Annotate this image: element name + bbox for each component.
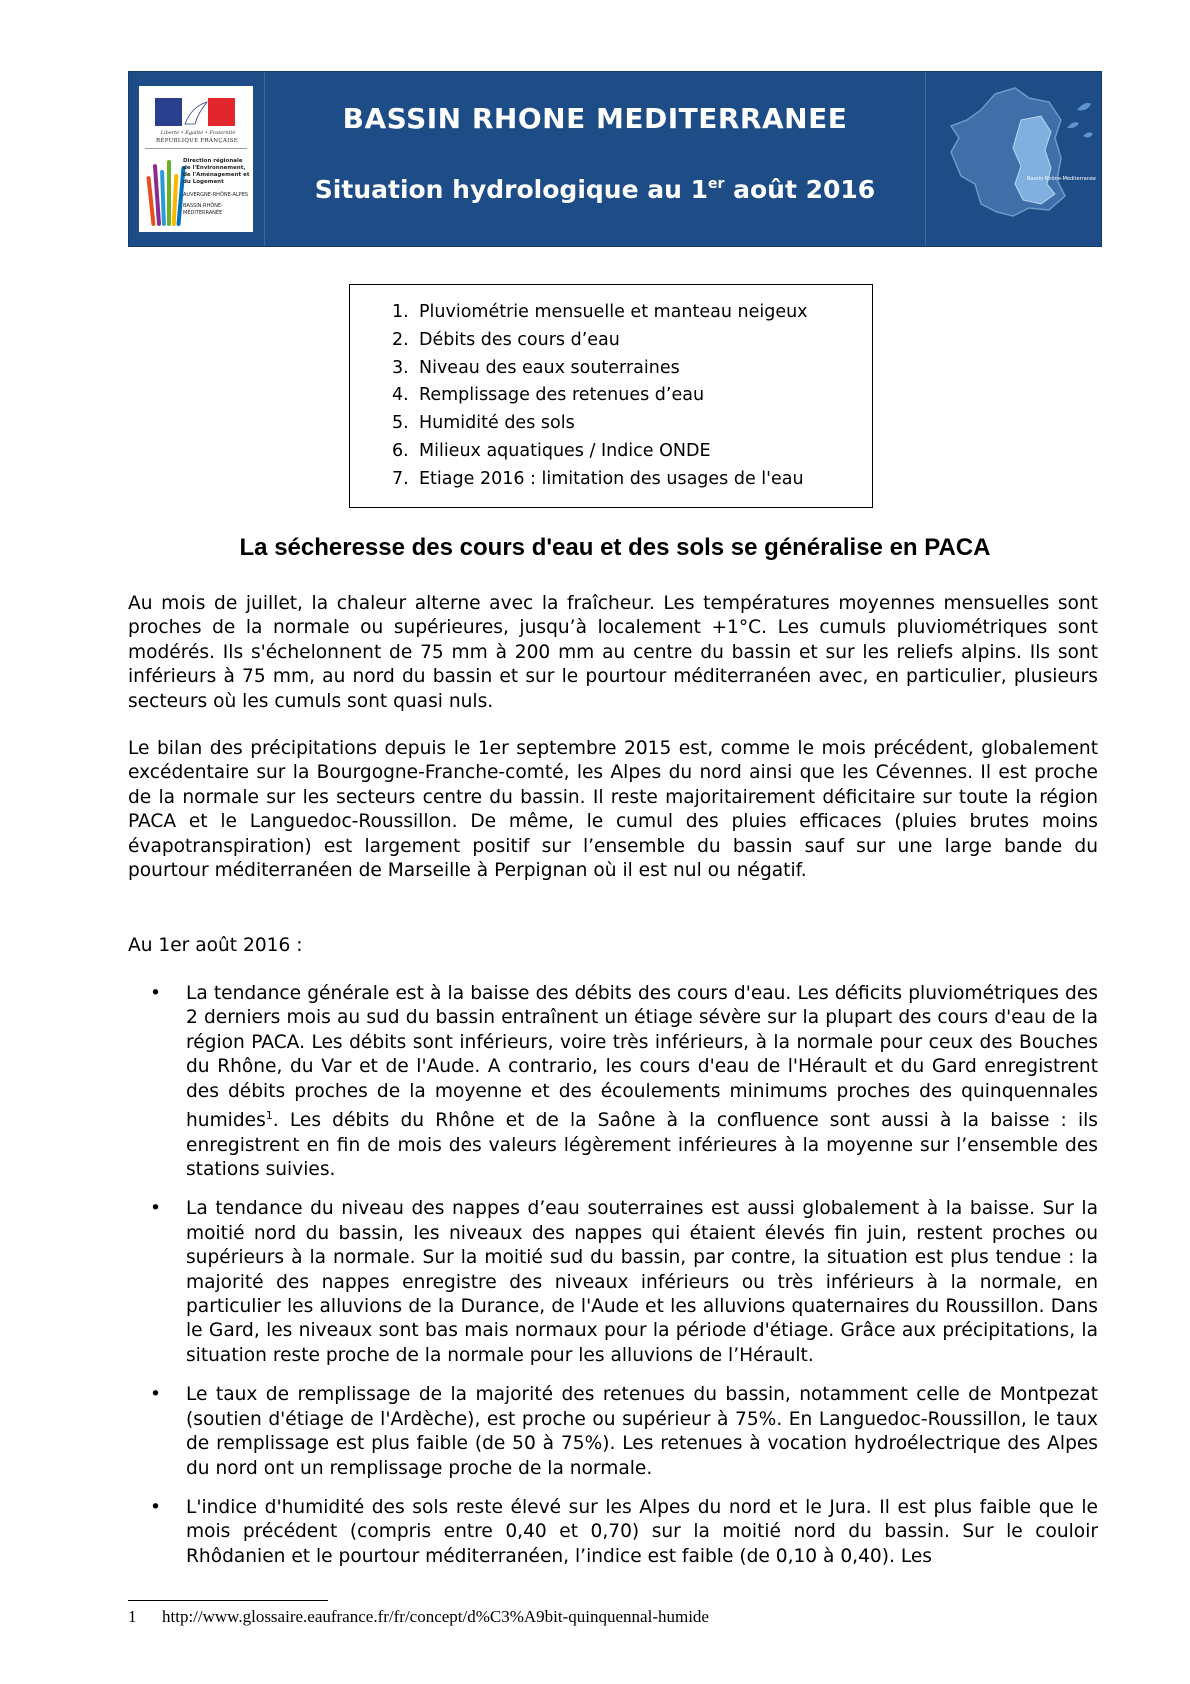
footnote: 1 http://www.glossaire.eaufrance.fr/fr/concept/d%C3%A9bit-quinquennal-humide [128,1607,709,1626]
page-headline: La sécheresse des cours d'eau et des sols se généralise en PACA [239,534,991,561]
dreal-text: Direction régionale de l'Environnement, de l'Aménagement et du Logement AUVERGNE-RHÔNE-ALPES BASSIN RHÔNE-MÉDITERRANÉE [183,158,250,216]
marianne-flag-icon [155,98,235,126]
footnote-link[interactable]: http://www.glossaire.eaufrance.fr/fr/concept/d%C3%A9bit-quinquennal-humide [162,1607,709,1626]
situation-bullet-list [128,982,1098,1584]
bullet-soil-moisture: • L'indice d'humidité des sols reste élevé sur les Alpes du nord et le Jura. Il est plus faible que le mois précédent (compris entre 0,40 et 0,70) sur la moitié nord du bassin. Sur le couloir Rhôdanien et le pourtour méditerranéen, l’indice est faible (de 0,10 à 0,40). Les [150,1496,1098,1567]
header-banner [128,71,1102,247]
footnote-ref: 1 [265,1109,273,1123]
paragraph-precipitation: Le bilan des précipitations depuis le 1er septembre 2015 est, comme le mois précédent, globalement excédentaire sur la Bourgogne-Franche-comté, les Alpes du nord ainsi que les Cévennes. Il est proche de la normale sur les secteurs centre du bassin. Il reste majoritairement déficitaire sur toute la région PACA et le Languedoc-Roussillon. De même, le cumul des pluies efficaces (pluies brutes moins évapotranspiration) est largement positif sur l’ensemble du bassin sauf sur une large bande du pourtour méditerranéen de Marseille à Perpignan où il est nul ou négatif. [128,738,1098,882]
toc-item: 2. Débits des cours d’eau [392,329,620,350]
dreal-stripes-icon [147,156,187,226]
map-label: Bassin Rhône-Méditerranée [1027,176,1097,182]
logo-republique: RÉPUBLIQUE FRANÇAISE [155,138,239,144]
logo-motto: Liberté • Égalité • Fraternité [160,130,236,136]
france-map-icon [937,80,1097,240]
bullet-groundwater: • La tendance du niveau des nappes d’eau souterraines est aussi globalement à la baisse. Sur la moitié nord du bassin, les niveaux des nappes qui étaient élevés fin juin, restent proches ou supérieurs à la normale. Sur la moitié sud du bassin, par contre, la situation est plus tendue : la majorité des nappes enregistre des niveaux inférieurs ou très inférieurs à la normale, en particulier les alluvions de la Durance, de l'Aude et les alluvions quaternaires du Roussillon. Dans le Gard, les niveaux sont bas mais normaux pour la période d'étiage. Grâce aux précipitations, la situation reste proche de la normale pour les alluvions de l’Hérault. [150,1198,1098,1366]
toc-item: 5. Humidité des sols [392,413,575,434]
banner-title: BASSIN RHONE MEDITERRANEE [342,102,848,135]
toc-item: 1. Pluviométrie mensuelle et manteau neigeux [392,302,808,322]
toc-item: 4. Remplissage des retenues d’eau [392,385,705,406]
bullet-river-flows: • La tendance générale est à la baisse des débits des cours d'eau. Les déficits pluviométriques des 2 derniers mois au sud du bassin entraînent un étiage sévère sur la plupart des cours d'eau de la région PACA. Les débits sont inférieurs, voire très inférieurs, à la normale pour ceux des Bouches du Rhône, du Var et de l'Aude. A contrario, les cours d'eau de l'Hérault et du Gard enregistrent des débits proches de la moyenne et des écoulements minimums proches des quinquennales humides$^1$. Les débits du Rhône et de la Saône à la confluence sont aussi à la baisse : ils enregistrent en fin de mois des valeurs légèrement inférieures à la moyenne sur l’ensemble des stations suivies. [150,983,1098,1181]
bullet-reservoirs: • Le taux de remplissage de la majorité des retenues du bassin, notamment celle de Montpezat (soutien d'étiage de l'Ardèche), est proche ou supérieur à 75%. En Languedoc-Roussillon, le taux de remplissage est plus faible (de 50 à 75%). Les retenues à vocation hydroélectrique des Alpes du nord ont un remplissage proche de la normale. [150,1384,1098,1479]
toc-item: 3. Niveau des eaux souterraines [392,357,680,378]
toc-item: 6. Milieux aquatiques / Indice ONDE [392,440,711,461]
prefecture-logo [139,86,253,232]
paragraph-weather: Au mois de juillet, la chaleur alterne avec la fraîcheur. Les températures moyennes mensuelles sont proches de la normale ou supérieures, jusqu’à localement +1°C. Les cumuls pluviométriques sont modérés. Ils s'échelonnent de 75 mm à 200 mm au centre du bassin et sur les reliefs alpins. Ils sont inférieurs à 75 mm, au nord du bassin et sur le pourtour méditerranéen avec, en particulier, plusieurs secteurs où les cumuls sont quasi nuls. [128,593,1098,712]
toc-item: 7. Etiage 2016 : limitation des usages de l'eau [392,468,804,489]
banner-subtitle: Situation hydrologique au 1er août 2016 [314,175,876,204]
table-of-contents [349,284,873,508]
paragraph-date-intro: Au 1er août 2016 : [128,935,303,956]
footnote-divider [128,1600,328,1601]
